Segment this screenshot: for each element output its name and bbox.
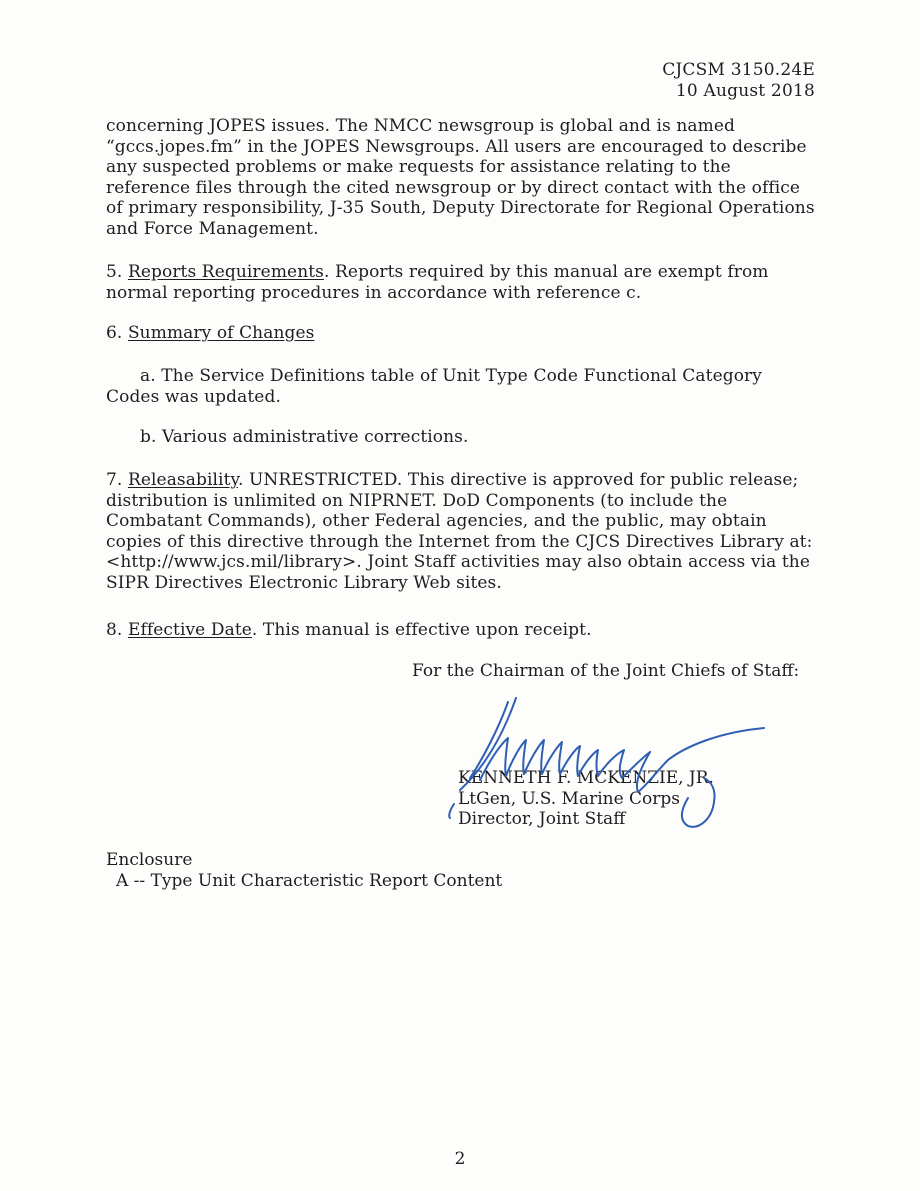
page-number: 2 <box>454 1149 466 1169</box>
enclosure-block <box>106 850 502 891</box>
paragraph-8-heading: Effective Date <box>127 620 252 640</box>
paragraph-6-heading: Summary of Changes <box>127 323 315 343</box>
paragraph-7-text: . UNRESTRICTED. This directive is approved for public release; distribution is unlimited on NIPRNET. DoD Components (to include the Combatant Commands), other Federal agencies, and the public, may obtain copies of this directive through the Internet from the CJCS Directives Library at: <http://www.jcs.mil/library>. Joint Staff activities may also obtain access via the SIPR Directives Electronic Library Web sites. <box>106 470 813 593</box>
paragraph-5 <box>106 262 818 303</box>
paragraph-5-text: . Reports required by this manual are exempt from normal reporting procedures in accordance with reference c. <box>106 262 769 303</box>
signer-title: Director, Joint Staff <box>458 809 626 830</box>
signer-rank: LtGen, U.S. Marine Corps <box>458 788 681 809</box>
paragraph-6b: b. Various administrative corrections. <box>140 427 469 447</box>
document-header <box>662 60 815 102</box>
paragraph-6a: a. The Service Definitions table of Unit Type Code Functional Category Codes was updated. <box>106 366 762 407</box>
signer-name: KENNETH F. MCKENZIE, JR. <box>458 768 714 788</box>
paragraph-6 <box>106 323 818 344</box>
paragraph-5-heading: Reports Requirements <box>127 262 325 282</box>
paragraph-7 <box>106 470 818 594</box>
paragraph-7-number: 7. <box>106 470 123 490</box>
enclosure-label: Enclosure <box>106 850 193 870</box>
enclosure-item: A -- Type Unit Characteristic Report Content <box>116 870 503 891</box>
document-date: 10 August 2018 <box>675 81 815 101</box>
paragraph-8-text: . This manual is effective upon receipt. <box>251 620 592 640</box>
paragraph-8 <box>106 620 818 641</box>
document-id: CJCSM 3150.24E <box>662 60 815 80</box>
paragraph-7-heading: Releasability <box>127 470 238 490</box>
paragraph-5-number: 5. <box>106 262 123 282</box>
signature-for-line: For the Chairman of the Joint Chiefs of Staff: <box>412 661 800 681</box>
paragraph-continued: concerning JOPES issues. The NMCC newsgroup is global and is named “gccs.jopes.fm” in the JOPES Newsgroups. All users are encouraged to describe any suspected problems or make requests for assistance relating to the reference files through the cited newsgroup or by direct contact with the office of primary responsibility, J-35 South, Deputy Directorate for Regional Operations and Force Management. <box>106 116 815 239</box>
paragraph-8-number: 8. <box>106 620 123 640</box>
handwritten-signature <box>420 690 780 840</box>
paragraph-6-number: 6. <box>106 323 123 343</box>
